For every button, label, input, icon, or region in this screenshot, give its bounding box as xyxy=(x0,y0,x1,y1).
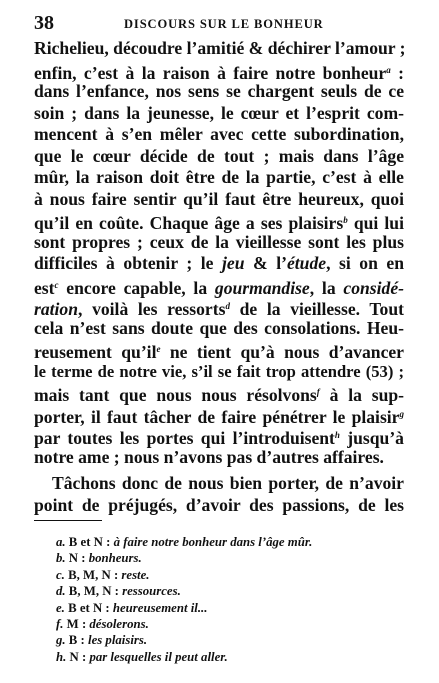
note-ref: a xyxy=(386,64,391,75)
text-line: notre ame ; nous n’avons pas d’autres affaires. xyxy=(34,446,384,467)
text-line: mûr, la raison doit être de la partie, c’est à elle xyxy=(34,167,404,187)
text-line: Richelieu, découdre l’amitié & déchirer l’amour ; xyxy=(34,38,406,58)
text-line: difficiles à obtenir ; le jeu & l’étude, si on en xyxy=(34,253,404,273)
text-line: à nous faire sentir qu’il faut être heureux, quoi xyxy=(34,188,404,209)
text-line: qu’il en coûte. Chaque âge a ses plaisirs$^b$ qui lui xyxy=(34,213,404,233)
text-line: soin ; dans la jeunesse, le cœur et l’esprit com- xyxy=(34,102,404,123)
text-line: le terme de notre vie, s’il se fait trop attendre (53) ; xyxy=(34,361,404,381)
text-line: Tâchons donc de nous bien porter, de n’avoir xyxy=(52,473,404,493)
footnote: c. B, M, N : reste. xyxy=(56,567,150,582)
text-line: reusement $qu’il^e$ ne tient qu’à nous d’avancer xyxy=(34,342,404,362)
text-line: cela n’est sans doute que des consolations. Heu- xyxy=(34,317,404,338)
note-ref: f xyxy=(316,387,320,397)
text-line: mais tant que nous nous résolvons$^f$ à la sup- xyxy=(34,385,404,405)
note-ref: c xyxy=(54,279,59,290)
text-line: ration, voilà les ressorts$^d$ de la vieillesse. Tout xyxy=(34,299,404,319)
footnote: h. N : par lesquelles il peut aller. xyxy=(56,649,228,664)
page-header xyxy=(34,12,400,38)
text-line: porter, il faut tâcher de faire pénétrer le plaisir$^g$ xyxy=(34,406,404,427)
footnotes xyxy=(56,534,396,665)
footnote: d. B, M, N : ressources. xyxy=(56,584,181,599)
text-line: par toutes les portes qui l’introduisent$^h$ jusqu’à xyxy=(34,428,404,448)
footnote: g. B : les plaisirs. xyxy=(56,633,148,648)
note-ref: e xyxy=(156,344,161,354)
footnote: a. B et N : à faire notre bonheur dans l’âge mûr. xyxy=(56,535,313,549)
text-line: que le cœur décide de tout ; mais dans l’âge xyxy=(34,145,404,166)
text-line: enfin, c’est à la raison à faire notre bonheur$^a$ : xyxy=(34,62,404,83)
page-number: 38 xyxy=(34,12,54,34)
note-ref: b xyxy=(343,215,348,225)
footnote-rule xyxy=(34,520,102,521)
footnote: b. N : bonheurs. xyxy=(56,551,142,566)
text-line: est$^c$ encore capable, la gourmandise, la considé- xyxy=(34,277,404,298)
text-line: dans l’enfance, nos sens se chargent seuls de ce xyxy=(34,81,404,101)
text-line: mencent à s’en mêler avec cette subordination, xyxy=(34,124,404,144)
text-line: point de préjugés, d’avoir des passions, de les xyxy=(34,494,404,515)
note-ref: d xyxy=(225,301,230,311)
footnote: e. B et N : heureusement il... xyxy=(56,600,208,615)
text-line: sont propres ; ceux de la vieillesse sont les plus xyxy=(34,231,404,252)
note-ref: h xyxy=(334,430,340,440)
note-ref: g xyxy=(399,408,404,419)
body-text xyxy=(34,38,404,516)
footnote: f. M : désolerons. xyxy=(56,617,149,632)
running-head: DISCOURS SUR LE BONHEUR xyxy=(124,17,324,31)
